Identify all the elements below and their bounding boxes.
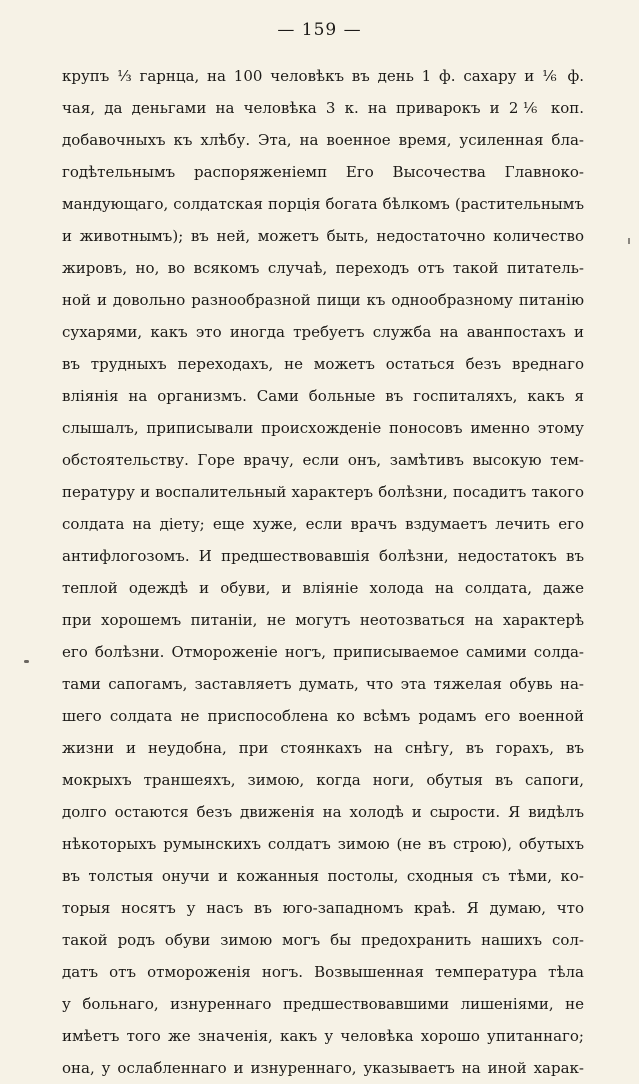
text-line: въ трудныхъ переходахъ, не можетъ остаться безъ вреднаго xyxy=(62,355,584,373)
text-line: имѣетъ того же значенія, какъ у человѣка хорошо упитаннаго; xyxy=(62,1027,584,1045)
text-line: тами сапогамъ, заставляетъ думать, что эта тяжелая обувь на- xyxy=(62,675,584,693)
text-line: годѣтельнымъ распоряженіемп Его Высочества Главноко- xyxy=(62,163,584,181)
text-line: мокрыхъ траншеяхъ, зимою, когда ноги, обутыя въ сапоги, xyxy=(62,771,584,789)
text-line: у больнаго, изнуреннаго предшествовавшими лишеніями, не xyxy=(62,995,584,1013)
text-line: долго остаются безъ движенія на холодѣ и сырости. Я видѣлъ xyxy=(62,803,584,821)
body-text xyxy=(62,60,584,1084)
margin-mark xyxy=(628,238,630,244)
text-line: ной и довольно разнообразной пищи къ однообразному питанію xyxy=(62,291,584,309)
text-line: при хорошемъ питаніи, не могутъ неотозваться на характерѣ xyxy=(62,611,584,629)
text-line: антифлогозомъ. И предшествовавшія болѣзни, недостатокъ въ xyxy=(62,547,584,565)
text-line: крупъ ⅓ гарнца, на 100 человѣкъ въ день 1 ф. сахару и ⅙ ф. xyxy=(62,67,584,85)
text-line: она, у ослабленнаго и изнуреннаго, указываетъ на иной харак- xyxy=(62,1059,584,1077)
text-line: добавочныхъ къ хлѣбу. Эта, на военное время, усиленная бла- xyxy=(62,131,584,149)
text-line: нѣкоторыхъ румынскихъ солдатъ зимою (не въ строю), обутыхъ xyxy=(62,835,584,853)
text-line: такой родъ обуви зимою могъ бы предохранить нашихъ сол- xyxy=(62,931,584,949)
text-line: солдата на діету; еще хуже, если врачъ вздумаетъ лечить его xyxy=(62,515,584,533)
text-line: шего солдата не приспособлена ко всѣмъ родамъ его военной xyxy=(62,707,584,725)
text-line: его болѣзни. Отмороженіе ногъ, приписываемое самими солда- xyxy=(62,643,584,661)
text-line: слышалъ, приписывали происхожденіе поносовъ именно этому xyxy=(62,419,584,437)
ink-speck xyxy=(24,660,29,663)
text-line: чая, да деньгами на человѣка 3 к. на приварокъ и 2⅙ коп. xyxy=(62,99,584,117)
text-line: датъ отъ отмороженія ногъ. Возвышенная температура тѣла xyxy=(62,963,584,981)
text-line: сухарями, какъ это иногда требуетъ служба на аванпостахъ и xyxy=(62,323,584,341)
text-line: мандующаго, солдатская порція богата бѣлкомъ (растительнымъ xyxy=(62,195,584,213)
text-line: жировъ, но, во всякомъ случаѣ, переходъ отъ такой питатель- xyxy=(62,259,584,277)
text-line: обстоятельству. Горе врачу, если онъ, замѣтивъ высокую тем- xyxy=(62,451,584,469)
text-line: и животнымъ); въ ней, можетъ быть, недостаточно количество xyxy=(62,227,584,245)
page-number: — 159 — xyxy=(277,20,362,40)
text-line: вліянія на организмъ. Сами больные въ госпиталяхъ, какъ я xyxy=(62,387,584,405)
text-line: жизни и неудобна, при стоянкахъ на снѣгу, въ горахъ, въ xyxy=(62,739,584,757)
text-line: въ толстыя онучи и кожанныя постолы, сходныя съ тѣми, ко- xyxy=(62,867,584,885)
text-line: пературу и воспалительный характеръ болѣзни, посадитъ такого xyxy=(62,483,584,501)
text-line: теплой одеждѣ и обуви, и вліяніе холода на солдата, даже xyxy=(62,579,584,597)
text-line: торыя носятъ у насъ въ юго-западномъ краѣ. Я думаю, что xyxy=(62,899,584,917)
